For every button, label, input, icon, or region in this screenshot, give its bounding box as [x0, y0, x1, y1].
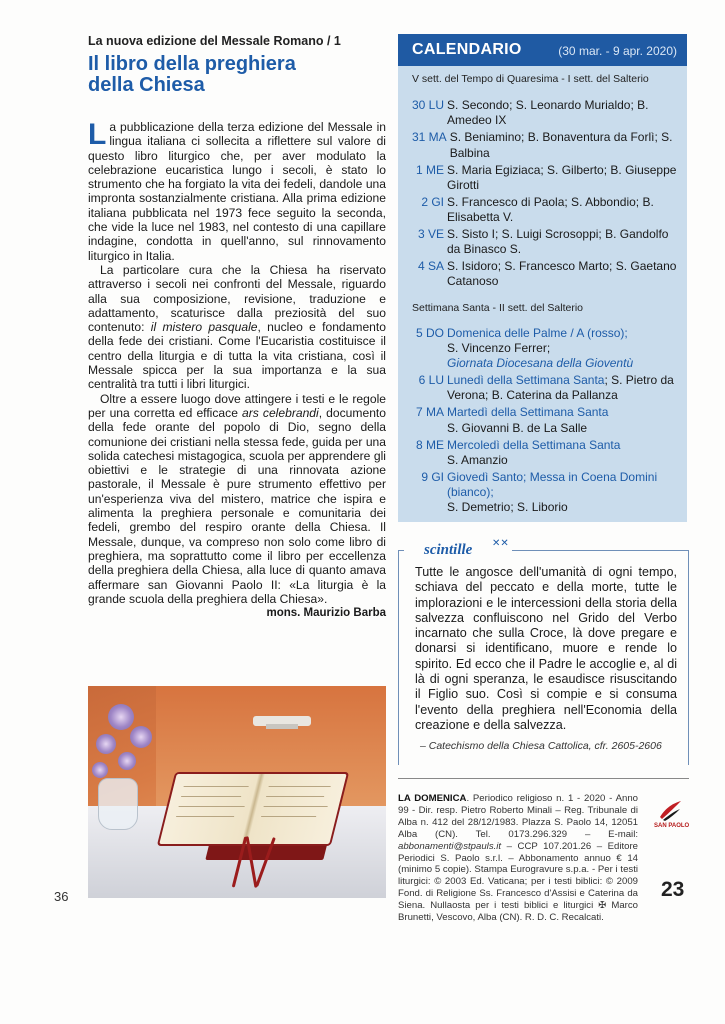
missal-photo — [88, 686, 386, 898]
calendar-saints-text: S. Vincenzo Ferrer; — [447, 341, 551, 356]
calendar-day-code: 9 GI — [421, 469, 444, 484]
photo-candle-base — [266, 724, 298, 729]
calendar-header — [398, 34, 687, 66]
calendar-day-code: 7 MA — [415, 405, 444, 420]
photo-flower — [130, 726, 152, 748]
calendar-day-saints — [447, 98, 681, 128]
paragraph-3 — [88, 392, 386, 606]
colophon-divider — [398, 778, 689, 779]
calendar-day-code: 1 ME — [415, 162, 444, 177]
drop-cap: L — [88, 118, 107, 151]
calendar-day-code: 6 LU — [418, 373, 444, 388]
calendar-body — [398, 66, 687, 515]
calendar-day-saints — [447, 405, 681, 435]
calendar-saints-text: S. Demetrio; S. Liborio — [447, 500, 568, 515]
calendar-observance: Giornata Diocesana della Gioventù — [447, 356, 634, 371]
article-author: mons. Maurizio Barba — [266, 607, 386, 620]
scintille-source: – Catechismo della Chiesa Cattolica, cfr. 2605-2606 — [420, 740, 662, 752]
paragraph-3-text-a: Oltre a essere luogo dove attingere i testi e le regole per una corretta ed efficace — [88, 391, 386, 420]
calendar-day-saints — [447, 470, 681, 516]
calendar-saints-text: S. Giovanni B. de La Salle — [447, 420, 588, 435]
photo-text-line — [261, 816, 316, 817]
calendar-day-entry — [412, 130, 681, 160]
calendar-day-code: 31 MA — [412, 130, 447, 145]
calendar-day-saints — [450, 130, 681, 160]
article-title-line2: della Chiesa — [88, 74, 205, 96]
paragraph-1 — [88, 120, 386, 263]
page-number-left: 36 — [54, 889, 69, 904]
colophon-email: abbonamenti@stpauls.it — [398, 840, 502, 852]
calendar-day-saints — [447, 195, 681, 225]
calendar-day-entry — [412, 470, 681, 516]
calendar-day-entry — [412, 163, 681, 193]
calendar-saints-text: S. Sisto I; S. Luigi Scrosoppi; B. Gandolfo da Binasco S. — [447, 227, 669, 257]
calendar-liturgical-day: Mercoledì della Settimana Santa — [447, 437, 621, 452]
calendar-day-saints — [447, 163, 681, 193]
paragraph-2-text-a: La particolare cura che la Chiesa ha riservato attraverso i secoli nei confronti del Messale, riguardo alla sua composizione, revisione, traduzione e adattamento, scaturisce dalla preziosità del suo contenuto: — [88, 262, 386, 335]
scintille-label: scintille — [424, 542, 473, 558]
calendar-saints-text: S. Francesco di Paola; S. Abbondio; B. Elisabetta V. — [447, 194, 654, 225]
page-number-right: 23 — [661, 878, 685, 901]
photo-flower — [96, 734, 116, 754]
calendar-liturgical-day: Domenica delle Palme / A (rosso); — [447, 325, 628, 340]
calendar-liturgical-day: Martedì della Settimana Santa — [447, 405, 609, 420]
calendar-day-saints — [447, 326, 681, 372]
photo-text-line — [266, 796, 324, 797]
photo-text-line — [181, 796, 241, 797]
calendar-saints-text: S. Beniamino; B. Bonaventura da Forlì; S. Balbina — [449, 130, 673, 160]
paragraph-3-text-b: , documento della fede orante del popolo di Dio, segno della comunione dei cristiani nella stessa fede, guida per una solida catechesi mistagogica, scuola per apprendere gli obiettivi e le strategie di una rinnovata azione pastorale, il Messale è pure strumento effettivo per un'esperienza viva del mistero, matrice che ispira e alimenta la preghiera personale e comunitaria dei fedeli, grembo del respiro orante della Chiesa. Il Messale, dunque, va compreso non solo come libro di preghiera, ma soprattutto come il libro per eccellenza della preghiera della Chiesa, alla luce di quanto amava affermare san Giovanni Paolo II: «La liturgia è la grande scuola della preghiera della Chiesa». — [88, 405, 387, 606]
san-paolo-logo-icon — [656, 797, 684, 825]
calendar-box — [398, 34, 687, 522]
calendar-week-label: V sett. del Tempo di Quaresima - I sett. del Salterio — [412, 73, 649, 85]
calendar-liturgical-day: Giovedì Santo; Messa in Coena Domini (bianco); — [447, 469, 658, 500]
calendar-day-code: 5 DO — [415, 325, 444, 340]
photo-text-line — [263, 806, 327, 807]
calendar-day-entry — [412, 405, 681, 435]
paragraph-1-text: a pubblicazione della terza edizione del Messale in lingua italiana ci sollecita a riflettere sul valore di questo libro liturgico che, per aver modulato la celebrazione eucaristica lungo i secoli, è stato lo strumento che ha forgiato la vita dei fedeli, dandole una impronta sostanzialmente cristiana. Alla prima edizione italiana pubblicata nel 1973 fece seguito la seconda, che vide la luce nel 1983, nel contesto di una capillare indagine, condotta in quell'anno, sul rinnovamento liturgico in Italia. — [88, 120, 386, 263]
calendar-liturgical-day: Lunedì della Settimana Santa — [447, 373, 605, 388]
calendar-day-entry — [412, 326, 681, 372]
article-column — [88, 34, 386, 620]
section-heading: La nuova edizione del Messale Romano / 1 — [88, 34, 341, 48]
photo-open-missal — [157, 772, 349, 846]
calendar-day-code: 4 SA — [417, 259, 444, 274]
calendar-day-entry — [412, 259, 681, 289]
colophon-text-1: . Periodico religioso n. 1 - 2020 - Anno 99 - Dir. resp. Pietro Roberto Minali – Reg. Tribunale di Alba n. 412 del 28/12/1983. Plazza S. Paolo 14, 12051 Alba (CN). Tel. 0173.296.329 – E-mail: — [398, 793, 638, 840]
paragraph-2-text-b: , nucleo e fondamento della fede dei cristiani. Come l'Eucaristia costituisce il centro della liturgia e di tutta la vita cristiana, così il Messale spicca per la sua importanza e la sua centralità tra tutti i libri liturgici. — [88, 320, 386, 392]
photo-vase — [98, 778, 138, 830]
paragraph-2 — [88, 263, 386, 392]
photo-flower — [108, 704, 134, 730]
colophon-text-2: – CCP 107.201.26 – Editore Periodici S. Paolo s.r.l. – Abbonamento annuo € 14 (minimo 5 copie). Stampa Eurogravure s.p.a. - Per i testi liturgici: © 2003 Ed. Vaticana; per i testi biblici: © 2009 Fond. di Religione Ss. Francesco d'Assisi e Caterina da Siena. Nullaosta per i testi biblici e liturgici ✠ Marco Brunetti, Vescovo, Alba (CN). R. D. C. Recalcati. — [398, 840, 638, 924]
calendar-day-saints — [447, 438, 681, 468]
scintille-frame-right — [688, 550, 689, 765]
photo-flower — [92, 762, 108, 778]
calendar-day-entry — [412, 373, 681, 403]
calendar-day-entry — [412, 98, 681, 128]
calendar-day-saints — [447, 227, 681, 257]
colophon — [398, 793, 638, 924]
calendar-day-code: 2 GI — [421, 194, 444, 209]
calendar-date-range: (30 mar. - 9 apr. 2020) — [558, 44, 677, 58]
scintille-quote: Tutte le angosce dell'umanità di ogni tempo, schiava del peccato e della morte, tutte le implorazioni e le intercessioni della storia della salvezza confluiscono nel Grido del Verbo incarnato che sulla Croce, là dove pregare e donarsi si identificano, muore e rende lo spirito. Ed ecco che il Padre le accoglie e, al di là di ogni speranza, le esaudisce risuscitando il Figlio suo. Così si compie e si consuma l'evento della preghiera nell'Economia della creazione e della salvezza. — [415, 565, 677, 732]
photo-text-line — [176, 816, 234, 817]
photo-text-line — [178, 806, 244, 807]
calendar-day-entry — [412, 227, 681, 257]
sparkle-icon: ✕✕ — [492, 538, 509, 549]
photo-text-line — [183, 786, 248, 787]
scintille-frame-top-right — [512, 550, 689, 551]
colophon-brand: LA DOMENICA — [398, 793, 467, 804]
calendar-title: CALENDARIO — [412, 41, 522, 58]
photo-flower — [118, 752, 136, 770]
calendar-saints-text: S. Maria Egiziaca; S. Gilberto; B. Giuseppe Girotti — [447, 162, 677, 192]
calendar-saints-text: ; S. Pietro da Verona; B. Caterina da Pallanza — [447, 373, 674, 403]
calendar-days-week2 — [412, 326, 681, 516]
calendar-day-saints — [447, 373, 681, 403]
calendar-day-entry — [412, 438, 681, 468]
article-body — [88, 120, 386, 620]
paragraph-2-italic: il mistero pasquale — [150, 320, 258, 335]
calendar-saints-text: S. Isidoro; S. Francesco Marto; S. Gaetano Catanoso — [447, 259, 677, 289]
calendar-week-label: Settimana Santa - II sett. del Salterio — [412, 301, 584, 314]
calendar-day-code: 30 LU — [412, 98, 445, 113]
paragraph-3-italic: ars celebrandi — [242, 405, 319, 420]
calendar-day-entry — [412, 195, 681, 225]
article-title — [88, 54, 386, 96]
article-title-line1: Il libro della preghiera — [88, 53, 296, 75]
photo-text-line — [268, 786, 330, 787]
calendar-days-week1 — [412, 98, 681, 289]
calendar-saints-text: S. Amanzio — [447, 452, 508, 467]
calendar-day-saints — [447, 259, 681, 289]
scintille-frame-left — [398, 550, 399, 765]
calendar-day-code: 3 VE — [417, 227, 444, 242]
san-paolo-logo-label: SAN PAOLO — [654, 823, 690, 829]
calendar-saints-text: S. Secondo; S. Leonardo Murialdo; B. Amedeo IX — [447, 98, 649, 128]
calendar-day-code: 8 ME — [415, 437, 444, 452]
